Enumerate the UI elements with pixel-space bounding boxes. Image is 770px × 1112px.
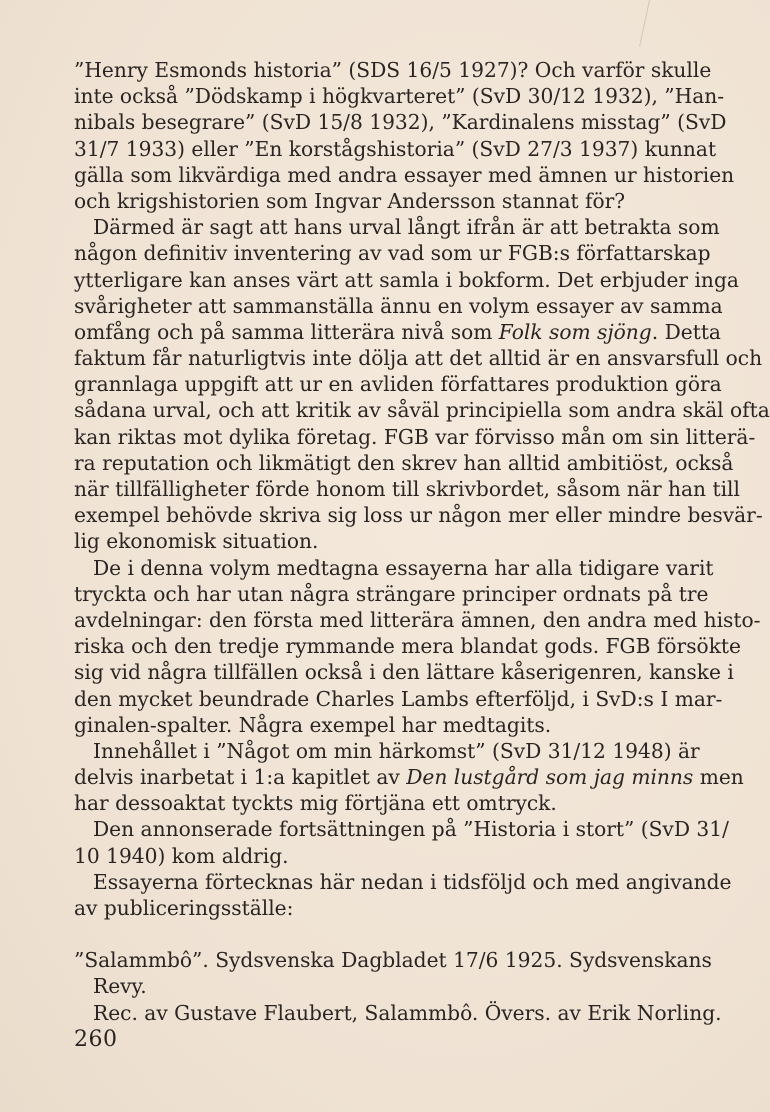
paragraph-6 bbox=[74, 869, 732, 921]
text-segment: men bbox=[693, 765, 744, 790]
text-line: ra reputation och likmätigt den skrev han alltid ambitiöst, också bbox=[74, 450, 734, 475]
text-line: tryckta och har utan några strängare principer ordnats på tre bbox=[74, 581, 709, 606]
text-line: nibals besegrare” (SvD 15/8 1932), ”Kardinalens misstag” (SvD bbox=[74, 110, 727, 135]
bibliography-line: ”Salammbô”. Sydsvenska Dagbladet 17/6 1925. Sydsvenskans bbox=[74, 948, 712, 973]
page-number: 260 bbox=[74, 1027, 118, 1052]
text-line: 31/7 1933) eller ”En korstågshistoria” (SvD 27/3 1937) kunnat bbox=[74, 136, 717, 161]
text-line: faktum får naturligtvis inte dölja att det alltid är en ansvarsfull och bbox=[74, 346, 763, 371]
page-body bbox=[74, 57, 770, 1026]
text-line: kan riktas mot dylika företag. FGB var förvisso mån om sin litterä- bbox=[74, 424, 756, 449]
text-line: när tillfälligheter förde honom till skrivbordet, såsom när han till bbox=[74, 477, 740, 501]
text-line: och krigshistorien som Ingvar Andersson stannat för? bbox=[74, 188, 626, 213]
text-line: svårigheter att sammanställa ännu en volym essayer av samma bbox=[74, 293, 723, 318]
paragraph-3 bbox=[74, 555, 761, 738]
text-line: grannlaga uppgift att ur en avliden författares produktion göra bbox=[74, 372, 722, 397]
paragraph-1 bbox=[74, 57, 735, 214]
text-line: Den annonserade fortsättningen på ”Historia i stort” (SvD 31/ bbox=[93, 817, 729, 842]
text-line: sådana urval, och att kritik av såväl principiella som andra skäl ofta bbox=[74, 398, 770, 423]
text-line: ”Henry Esmonds historia” (SDS 16/5 1927)? Och varför skulle bbox=[74, 58, 712, 82]
text-line: Essayerna förtecknas här nedan i tidsföljd och med angivande bbox=[93, 869, 732, 894]
text-line: ginalen-spalter. Några exempel har medtagits. bbox=[74, 712, 552, 737]
paragraph-2 bbox=[74, 214, 770, 554]
text-line: 10 1940) kom aldrig. bbox=[74, 843, 289, 868]
page-edge-mark bbox=[639, 0, 650, 47]
bibliography-line: Rec. av Gustave Flaubert, Salammbô. Övers. av Erik Norling. bbox=[93, 1000, 722, 1025]
text-line: lig ekonomisk situation. bbox=[74, 529, 319, 554]
text-line-with-title bbox=[74, 764, 744, 790]
text-line: Därmed är sagt att hans urval långt ifrån är att betrakta som bbox=[93, 215, 720, 240]
text-line: avdelningar: den första med litterära ämnen, den andra med histo- bbox=[74, 607, 761, 632]
book-title: Folk som sjöng bbox=[498, 319, 652, 344]
text-line-with-title bbox=[74, 319, 721, 345]
text-line: sig vid några tillfällen också i den lättare kåserigenren, kanske i bbox=[74, 660, 734, 685]
text-line: Innehållet i ”Något om min härkomst” (SvD 31/12 1948) är bbox=[93, 738, 700, 763]
section-gap bbox=[74, 921, 638, 947]
paragraph-5 bbox=[74, 816, 729, 868]
text-line: exempel behövde skriva sig loss ur någon mer eller mindre besvär- bbox=[74, 503, 763, 528]
text-line: av publiceringsställe: bbox=[74, 896, 294, 920]
text-segment: delvis inarbetat i 1:a kapitlet av bbox=[74, 765, 407, 790]
bibliography-entry bbox=[74, 947, 722, 1026]
book-title: Den lustgård som jag minns bbox=[406, 765, 694, 790]
text-line: ytterligare kan anses värt att samla i bokform. Det erbjuder inga bbox=[74, 267, 739, 292]
text-line: någon definitiv inventering av vad som ur FGB:s författarskap bbox=[74, 241, 711, 266]
text-line: den mycket beundrade Charles Lambs efterföljd, i SvD:s I mar- bbox=[74, 686, 723, 711]
text-segment: omfång och på samma litterära nivå som bbox=[74, 319, 499, 344]
text-line: har dessoaktat tyckts mig förtjäna ett omtryck. bbox=[74, 791, 557, 816]
text-line: De i denna volym medtagna essayerna har alla tidigare varit bbox=[93, 555, 714, 580]
paragraph-4 bbox=[74, 738, 744, 817]
bibliography-line: Revy. bbox=[93, 974, 147, 999]
text-line: gälla som likvärdiga med andra essayer med ämnen ur historien bbox=[74, 162, 735, 187]
text-line: inte också ”Dödskamp i högkvarteret” (SvD 30/12 1932), ”Han- bbox=[74, 84, 725, 109]
text-line: riska och den tredje rymmande mera blandat gods. FGB försökte bbox=[74, 634, 741, 659]
text-segment: . Detta bbox=[651, 319, 721, 344]
